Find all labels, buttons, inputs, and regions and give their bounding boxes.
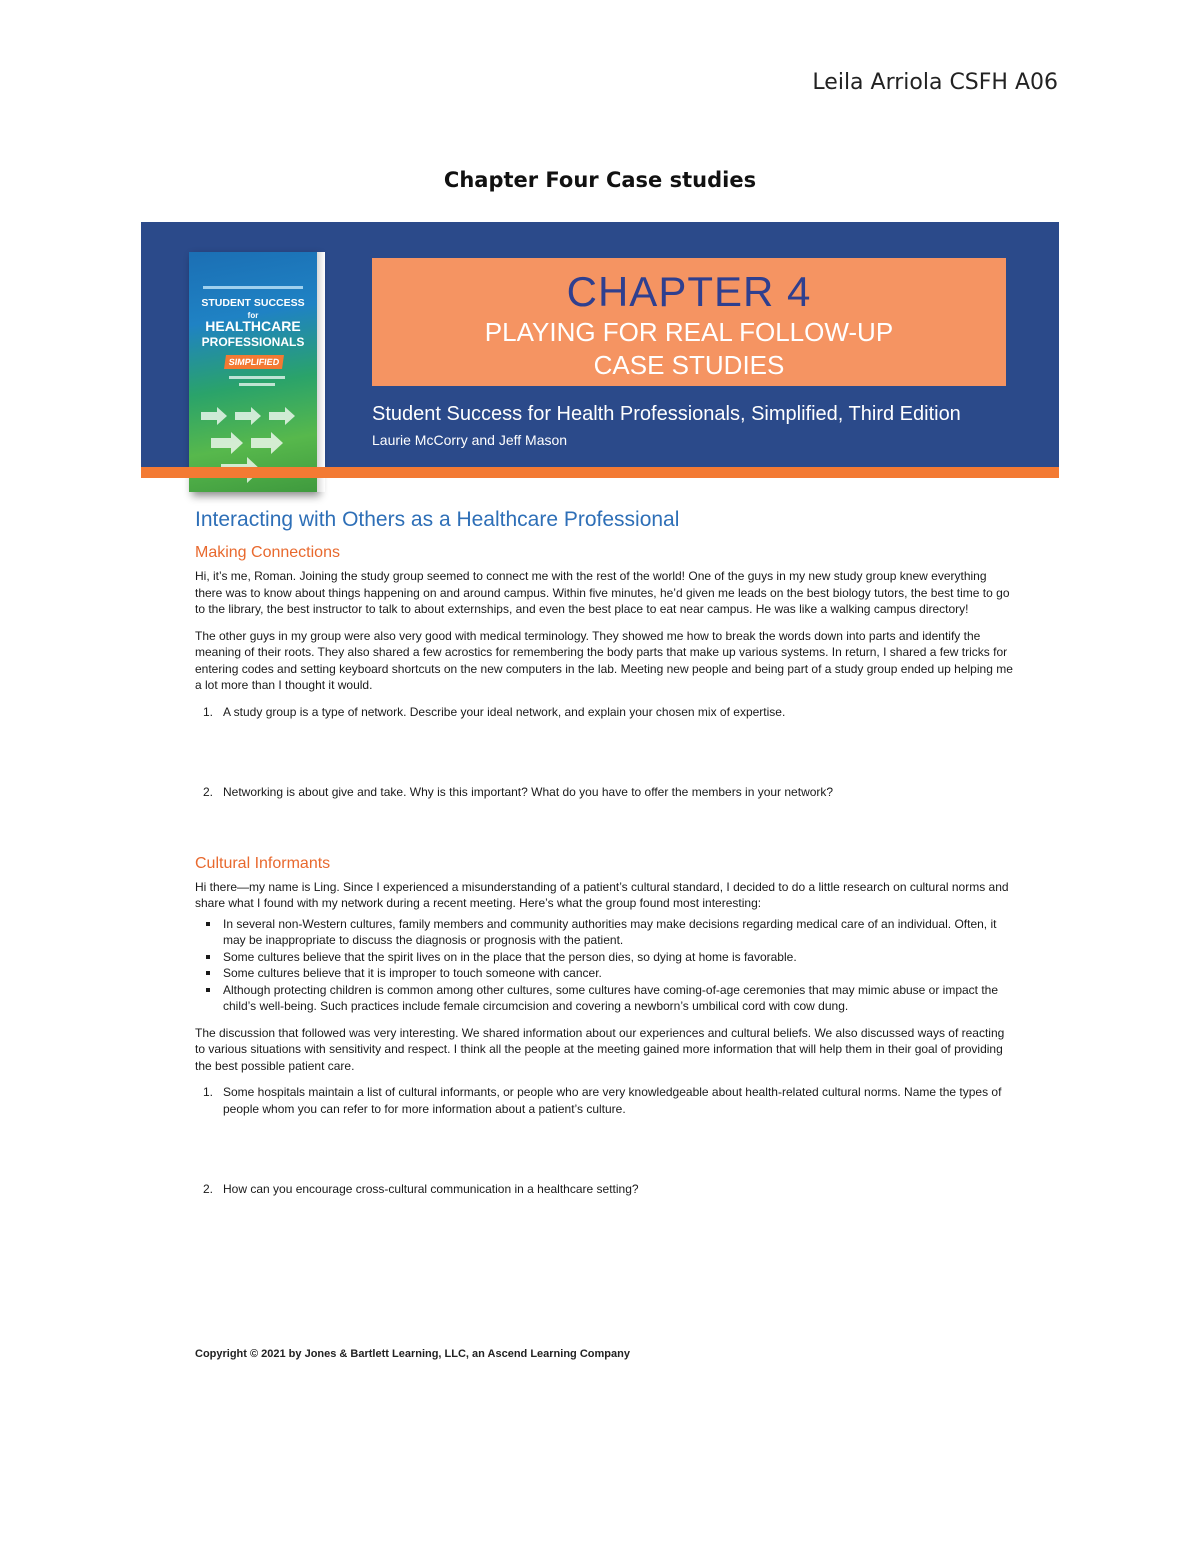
book-cover-image <box>189 252 317 492</box>
main-content <box>195 508 1015 1198</box>
book-cover-title-line3: HEALTHCARE <box>205 318 301 334</box>
ling-intro-paragraph: Hi there—my name is Ling. Since I experienced a misunderstanding of a patient’s cultural standard, I decided to do a little research on cultural norms and share what I found with my network during a recent meeting. Here’s what the group found most interesting: <box>195 879 1009 910</box>
list-item-text: Some cultures believe that it is improper to touch someone with cancer. <box>223 966 602 980</box>
question-item <box>195 704 1015 721</box>
book-title: Student Success for Health Professionals, Simplified, Third Edition <box>372 403 961 425</box>
chapter-label: CHAPTER 4 <box>566 268 812 315</box>
book-authors: Laurie McCorry and Jeff Mason <box>372 432 568 448</box>
question-number: 2. <box>203 1182 214 1196</box>
cultural-informants-heading: Cultural Informants <box>195 854 331 872</box>
question-item <box>195 1084 1015 1117</box>
list-item <box>195 965 1015 982</box>
bullet-icon <box>206 922 210 926</box>
list-item <box>195 916 1015 949</box>
question-text: Some hospitals maintain a list of cultural informants, or people who are very knowledgeable about health-related cultural norms. Name the types of people whom you can refer to for more information about a patient’s culture. <box>223 1085 1002 1116</box>
list-item-text: In several non-Western cultures, family members and community authorities may make decisions regarding medical care of an individual. Often, it may be inappropriate to discuss the diagnosis or prognosis with the patient. <box>223 916 997 947</box>
book-cover-badge: SIMPLIFIED <box>224 355 284 369</box>
bullet-icon <box>206 988 210 992</box>
cultural-informants-questions <box>195 1084 1015 1198</box>
roman-paragraph-1: Hi, it’s me, Roman. Joining the study group seemed to connect me with the rest of the world! One of the guys in my new study group knew everything there was to know about things happening on and around campus. Within five minutes, he’d given me leads on the best biology tutors, the best time to go to the library, the best instructor to talk to about externships, and even the best place to eat near campus. He was like a walking campus directory! <box>195 569 1010 616</box>
book-spine <box>317 252 325 492</box>
section-title: Interacting with Others as a Healthcare Professional <box>195 508 680 531</box>
question-text: How can you encourage cross-cultural communication in a healthcare setting? <box>223 1182 639 1196</box>
making-connections-heading: Making Connections <box>195 544 340 561</box>
question-item <box>195 1181 1015 1198</box>
chapter-subtitle-line2: CASE STUDIES <box>593 350 785 380</box>
book-cover-title-line2: for <box>247 311 259 320</box>
roman-paragraph-2: The other guys in my group were also very good with medical terminology. They showed me how to break the words down into parts and identify the meaning of their roots. They also shared a few acrostics for remembering the body parts that make up various systems. In return, I shared a few tricks for entering codes and setting keyboard shortcuts on the new computers in the lab. Meeting new people and being part of a study group ended up helping me a lot more than I thought it would. <box>195 628 1013 692</box>
book-author-line <box>229 376 285 379</box>
page-header-name: Leila Arriola CSFH A06 <box>812 70 1058 95</box>
chapter-subtitle-line1: PLAYING FOR REAL FOLLOW-UP <box>484 317 894 347</box>
question-number: 1. <box>203 704 214 719</box>
list-item-text: Although protecting children is common among other cultures, some cultures have coming-of-age ceremonies that may mimic abuse or impact the child’s well-being. Such practices include female circumcision and covering a newborn’s umbilical cord with cow dung. <box>223 982 999 1013</box>
book-edition-line <box>203 286 303 289</box>
chapter-banner <box>141 222 1059 478</box>
question-text: Networking is about give and take. Why is this important? What do you have to offer the members in your network? <box>223 785 834 799</box>
question-item <box>195 784 1015 801</box>
chapter-title-box <box>372 258 1006 386</box>
question-number: 2. <box>203 785 214 799</box>
question-text: A study group is a type of network. Describe your ideal network, and explain your chosen mix of expertise. <box>223 704 786 719</box>
document-title: Chapter Four Case studies <box>443 168 757 192</box>
book-author-line <box>239 383 275 386</box>
list-item-text: Some cultures believe that the spirit lives on in the place that the person dies, so dying at home is favorable. <box>223 949 797 964</box>
question-number: 1. <box>203 1085 214 1099</box>
cultural-facts-list <box>195 916 1015 1015</box>
list-item <box>195 982 1015 1015</box>
making-connections-questions <box>195 704 1015 801</box>
discussion-paragraph: The discussion that followed was very interesting. We shared information about our experiences and cultural beliefs. We also discussed ways of reacting to various situations with sensitivity and respect. I think all the people at the meeting gained more information that will help them in their goal of providing the best possible patient care. <box>195 1025 1005 1073</box>
book-cover-title-line4: PROFESSIONALS <box>201 335 305 349</box>
bullet-icon <box>206 971 210 975</box>
bullet-icon <box>206 955 210 959</box>
list-item <box>195 949 1015 966</box>
banner-orange-stripe <box>141 467 1059 478</box>
book-cover-title-line1: STUDENT SUCCESS <box>201 297 305 309</box>
copyright-footer: Copyright © 2021 by Jones & Bartlett Learning, LLC, an Ascend Learning Company <box>195 1348 630 1360</box>
